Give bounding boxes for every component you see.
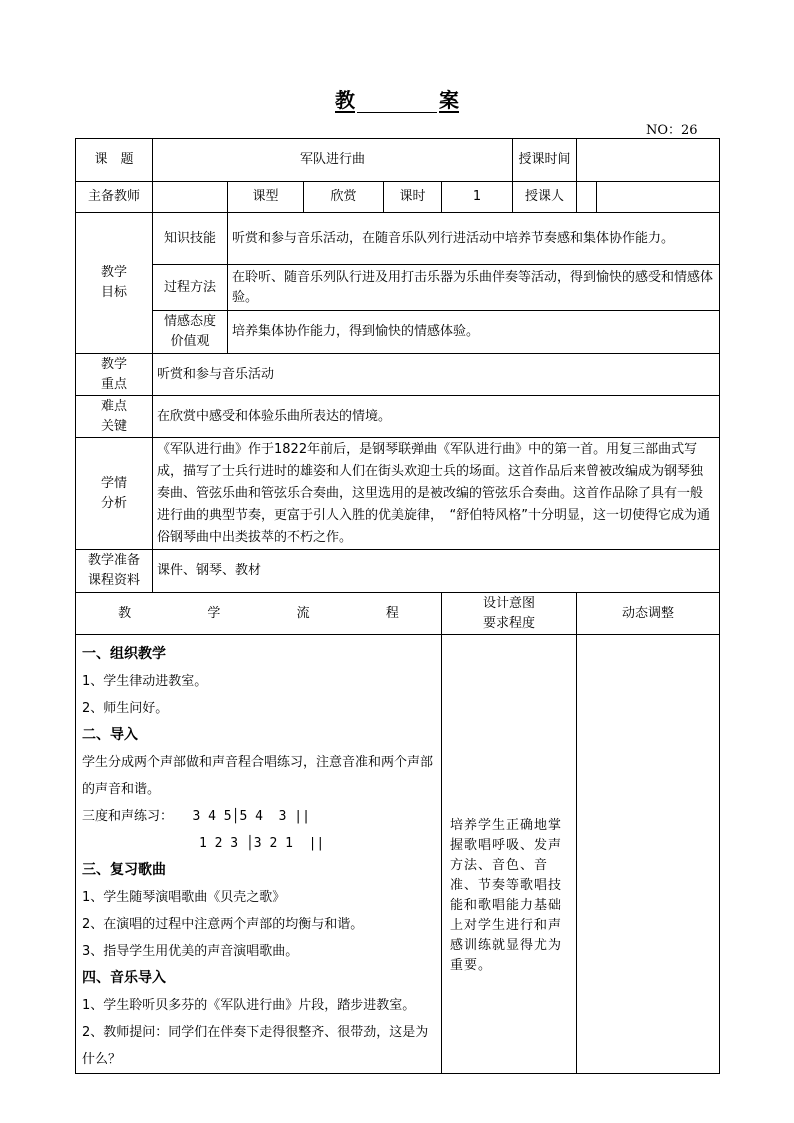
goal-text-process[interactable]: 在聆听、随音乐列队行进及用打击乐器为乐曲伴奏等活动，得到愉快的感受和情感体验。 xyxy=(228,265,720,311)
flow-heading: 四、音乐导入 xyxy=(82,970,166,986)
goals-label: 教学 目标 xyxy=(76,213,153,354)
flow-content xyxy=(76,635,442,1074)
focus-text[interactable]: 听赏和参与音乐活动 xyxy=(153,354,720,396)
design-header: 设计意图 要求程度 xyxy=(442,593,577,635)
flow-header-char: 程 xyxy=(385,605,399,621)
teacher-label: 主备教师 xyxy=(76,182,153,213)
document-title xyxy=(0,84,794,113)
type-value[interactable]: 欣赏 xyxy=(304,182,384,213)
difficulty-label: 难点 关键 xyxy=(76,396,153,438)
flow-line: 2、师生问好。 xyxy=(82,701,169,716)
flow-notation-line: 1 2 3 │3 2 1 || xyxy=(82,836,325,851)
goal-text-emotion[interactable]: 培养集体协作能力，得到愉快的情感体验。 xyxy=(228,311,720,354)
lesson-number: NO：26 xyxy=(646,123,698,138)
flow-header-char: 学 xyxy=(207,605,221,621)
adjust-text[interactable] xyxy=(577,635,720,1074)
flow-line: 3、指导学生用优美的声音演唱歌曲。 xyxy=(82,944,299,959)
flow-header-char: 教 xyxy=(118,605,132,621)
time-value[interactable] xyxy=(577,139,720,182)
goal-label-emotion: 情感态度 价值观 xyxy=(153,311,228,354)
flow-line: 1、学生聆听贝多芬的《军队进行曲》片段，踏步进教室。 xyxy=(82,998,416,1013)
lecturer-label: 授课人 xyxy=(513,182,577,213)
teacher-value[interactable] xyxy=(153,182,228,213)
hours-value[interactable]: 1 xyxy=(442,182,513,213)
type-label: 课型 xyxy=(228,182,304,213)
title-left: 教 xyxy=(335,88,355,112)
prep-label: 教学准备 课程资料 xyxy=(76,550,153,593)
focus-label: 教学 重点 xyxy=(76,354,153,396)
flow-heading: 三、复习歌曲 xyxy=(82,862,166,878)
title-underline-gap xyxy=(357,94,437,113)
lecturer-value-a[interactable] xyxy=(577,182,597,213)
flow-header xyxy=(76,593,442,635)
lesson-plan-table xyxy=(75,138,720,1074)
lecturer-value-b[interactable] xyxy=(597,182,720,213)
hours-label: 课时 xyxy=(384,182,442,213)
flow-line: 1、学生律动进教室。 xyxy=(82,674,208,689)
goal-text-knowledge[interactable]: 听赏和参与音乐活动，在随音乐队列行进活动中培养节奏感和集体协作能力。 xyxy=(228,213,720,265)
flow-line: 2、教师提问：同学们在伴奏下走得很整齐、很带劲，这是为什么？ xyxy=(82,1025,429,1067)
adjust-header: 动态调整 xyxy=(577,593,720,635)
prep-text[interactable]: 课件、钢琴、教材 xyxy=(153,550,720,593)
flow-line: 1、学生随琴演唱歌曲《贝壳之歌》 xyxy=(82,890,286,905)
title-right: 案 xyxy=(439,88,459,112)
goal-label-knowledge: 知识技能 xyxy=(153,213,228,265)
flow-heading: 一、组织教学 xyxy=(82,646,166,662)
flow-line: 学生分成两个声部做和声音程合唱练习，注意音准和两个声部的声音和谐。 xyxy=(82,755,434,797)
course-value[interactable]: 军队进行曲 xyxy=(153,139,513,182)
goal-label-process: 过程方法 xyxy=(153,265,228,311)
time-label: 授课时间 xyxy=(513,139,577,182)
analysis-label: 学情 分析 xyxy=(76,438,153,550)
flow-line: 2、在演唱的过程中注意两个声部的均衡与和谐。 xyxy=(82,917,364,932)
analysis-text[interactable]: 《军队进行曲》作于1822年前后，是钢琴联弹曲《军队进行曲》中的第一首。用复三部曲式写成，描写了士兵行进时的雄姿和人们在街头欢迎士兵的场面。这首作品后来曾被改编成为钢琴独奏曲、管弦乐曲和管弦乐合奏曲，这里选用的是被改编的管弦乐合奏曲。这首作品除了具有一般进行曲的典型节奏，更富于引人入胜的优美旋律， “舒伯特风格”十分明显，这一切使得它成为通俗钢琴曲中出类拔萃的不朽之作。 xyxy=(153,438,720,550)
design-intent-text[interactable]: 培养学生正确地掌握歌唱呼吸、发声方法、音色、音准、节奏等歌唱技能和歌唱能力基础上对学生进行和声感训练就显得尤为重要。 xyxy=(442,635,577,1074)
flow-header-char: 流 xyxy=(296,605,310,621)
flow-heading: 二、导入 xyxy=(82,727,138,743)
flow-notation-line: 三度和声练习： 3 4 5│5 4 3 || xyxy=(82,809,310,824)
course-label: 课 题 xyxy=(76,139,153,182)
difficulty-text[interactable]: 在欣赏中感受和体验乐曲所表达的情境。 xyxy=(153,396,720,438)
